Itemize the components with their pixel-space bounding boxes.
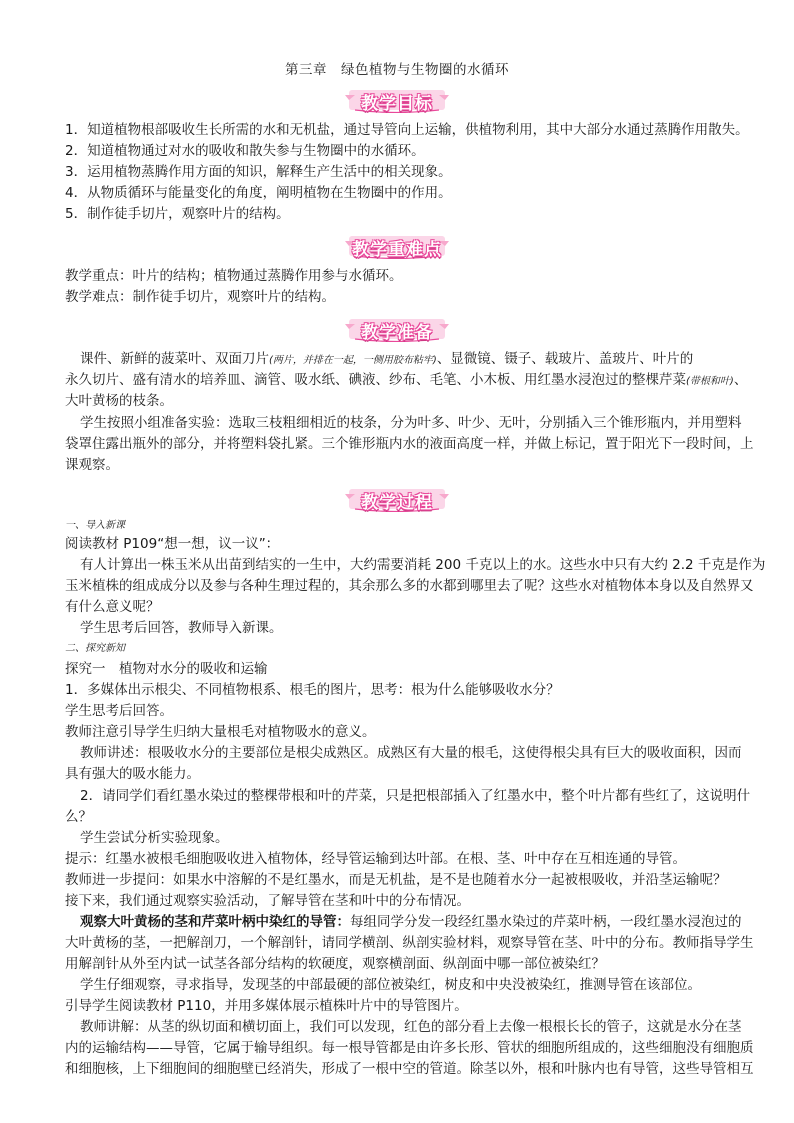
prep-text: 、显微镜、镊子、载玻片、盖玻片、叶片的	[436, 351, 694, 367]
goal-item: 4．从物质循环与能量变化的角度，阐明植物在生物圈中的作用。	[65, 185, 452, 201]
paragraph-text: 每组同学分发一段经红墨水染过的芹菜叶柄，一段红墨水浸泡过的	[350, 914, 742, 930]
key-focus: 教学重点：叶片的结构；植物通过蒸腾作用参与水循环。	[65, 268, 403, 284]
key-difficulty: 教学难点：制作徒手切片，观察叶片的结构。	[65, 289, 335, 305]
paragraph-line: 大叶黄杨的茎，一把解剖刀，一个解剖针，请同学横剖、纵剖实验材料，观察导管在茎、叶中的分布。教师指导学生	[65, 935, 754, 951]
paragraph-line: 接下来，我们通过观察实验活动，了解导管在茎和叶中的分布情况。	[65, 893, 470, 909]
goal-item: 1．知道植物根部吸收生长所需的水和无机盐，通过导管向上运输，供植物利用，其中大部分水通过蒸腾作用散失。	[65, 122, 749, 138]
prep-line	[80, 349, 693, 371]
subsection-heading: 一、导入新课	[65, 520, 125, 531]
paragraph-line: 内的运输结构——导管，它属于输导组织。每一根导管都是由许多长形、管状的细胞所组成的，这些细胞没有细胞质	[65, 1040, 754, 1056]
paragraph-line: 玉米植株的组成成分以及参与各种生理过程的，其余那么多的水都到哪里去了呢？这些水对植物体本身以及自然界又	[65, 578, 754, 594]
paragraph-line: 2．请同学们看红墨水染过的整棵带根和叶的芹菜，只是把根部插入了红墨水中，整个叶片都有些红了，这说明什	[80, 788, 751, 804]
subsection-heading: 二、探究新知	[65, 643, 125, 654]
paragraph-line: 么？	[65, 809, 92, 825]
paragraph-line: 学生思考后回答。	[65, 703, 173, 719]
paragraph-line: 教师注意引导学生归纳大量根毛对植物吸水的意义。	[65, 724, 376, 740]
section-banner-goals	[345, 87, 449, 113]
explore-title: 探究一 植物对水分的吸收和运输	[65, 661, 268, 677]
observation-title: 观察大叶黄杨的茎和芹菜叶柄中染红的导管：	[80, 914, 350, 930]
paragraph-line: 1．多媒体出示根尖、不同植物根系、根毛的图片，思考：根为什么能够吸收水分？	[65, 682, 560, 698]
banner-title: 教学准备	[361, 323, 433, 343]
paragraph-line: 有什么意义呢？	[65, 599, 160, 615]
prep-line: 学生按照小组准备实验：选取三枝粗细相近的枝条，分为叶多、叶少、无叶，分别插入三个锥形瓶内，并用塑料	[80, 415, 742, 431]
prep-line: 袋罩住露出瓶外的部分，并将塑料袋扎紧。三个锥形瓶内水的液面高度一样，并做上标记，置于阳光下一段时间，上	[65, 436, 754, 452]
paragraph-line: 学生仔细观察，寻求指导，发现茎的中部最硬的部位被染红，树皮和中央没被染红，推测导管在该部位。	[80, 977, 701, 993]
prep-line	[65, 370, 747, 392]
paragraph-line: 教师进一步提问：如果水中溶解的不是红墨水，而是无机盐，是不是也随着水分一起被根吸收，并沿茎运输呢？	[65, 872, 727, 888]
paragraph-line: 和细胞核，上下细胞间的细胞壁已经消失，形成了一根中空的管道。除茎以外，根和叶脉内也有导管，这些导管相互	[65, 1061, 754, 1077]
paragraph-line: 阅读教材 P109“想一想，议一议”：	[65, 536, 280, 552]
paragraph-line: 教师讲述：根吸收水分的主要部位是根尖成熟区。成熟区有大量的根毛，这使得根尖具有巨大的吸收面积，因而	[80, 745, 742, 761]
goal-item: 5．制作徒手切片，观察叶片的结构。	[65, 206, 290, 222]
section-banner-key-points	[345, 233, 449, 259]
chapter-title: 第三章 绿色植物与生物圈的水循环	[285, 62, 509, 78]
paragraph-line: 用解剖针从外至内试一试茎各部分结构的软硬度，观察横剖面、纵剖面中哪一部位被染红？	[65, 956, 605, 972]
paragraph-line: 教师讲解：从茎的纵切面和横切面上，我们可以发现，红色的部分看上去像一根根长长的管子，这就是水分在茎	[80, 1019, 742, 1035]
section-banner-prep	[345, 316, 449, 342]
section-banner-process	[345, 486, 449, 512]
paragraph-line: 提示：红墨水被根毛细胞吸收进入植物体，经导管运输到达叶部。在根、茎、叶中存在互相连通的导管。	[65, 851, 686, 867]
banner-title: 教学重难点	[352, 240, 442, 260]
prep-text: 永久切片、盛有清水的培养皿、滴管、吸水纸、碘液、纱布、毛笔、小木板、用红墨水浸泡过的整棵芹菜	[65, 372, 686, 388]
prep-note: (带根和叶)	[686, 376, 734, 387]
paragraph-line: 学生思考后回答，教师导入新课。	[80, 620, 283, 636]
paragraph-line	[80, 912, 742, 932]
paragraph-line: 具有强大的吸水能力。	[65, 766, 200, 782]
paragraph-line: 有人计算出一株玉米从出苗到结实的一生中，大约需要消耗 200 千克以上的水。这些水中只有大约 2.2 千克是作为	[80, 557, 766, 573]
goal-item: 2．知道植物通过对水的吸收和散失参与生物圈中的水循环。	[65, 143, 425, 159]
prep-line: 大叶黄杨的枝条。	[65, 393, 173, 409]
prep-text: 、	[733, 372, 748, 388]
banner-title: 教学目标	[361, 94, 433, 114]
prep-note: (两片，并排在一起，一侧用胶布粘牢)	[269, 355, 437, 366]
banner-title: 教学过程	[361, 493, 433, 513]
paragraph-line: 学生尝试分析实验现象。	[80, 830, 229, 846]
prep-text: 课件、新鲜的菠菜叶、双面刀片	[80, 351, 269, 367]
goal-item: 3．运用植物蒸腾作用方面的知识，解释生产生活中的相关现象。	[65, 164, 452, 180]
paragraph-line: 引导学生阅读教材 P110，并用多媒体展示植株叶片中的导管图片。	[65, 998, 468, 1014]
prep-line: 课观察。	[65, 457, 119, 473]
